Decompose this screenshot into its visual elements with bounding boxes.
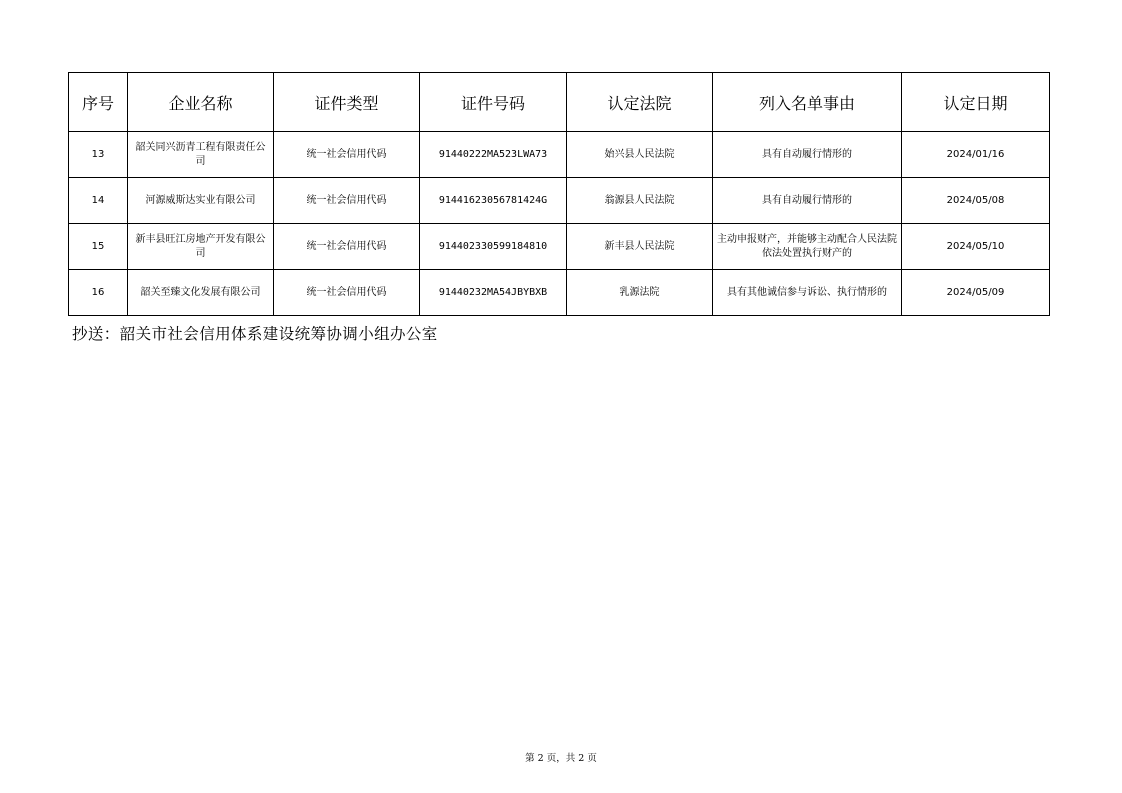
table-row [69,178,1050,224]
cell-date: 2024/05/08 [902,178,1050,224]
cell-serial: 16 [69,270,128,316]
cc-note: 抄送：韶关市社会信用体系建设统筹协调小组办公室 [72,325,438,343]
cell-date: 2024/05/10 [902,224,1050,270]
cell-date: 2024/05/09 [902,270,1050,316]
cell-court: 始兴县人民法院 [567,132,713,178]
cell-company-name: 韶关同兴沥青工程有限责任公司 [128,132,274,178]
cell-reason: 主动申报财产，并能够主动配合人民法院依法处置执行财产的 [713,224,902,270]
table-header-row [69,73,1050,132]
cell-reason: 具有自动履行情形的 [713,178,902,224]
header-date: 认定日期 [902,73,1050,132]
cell-date: 2024/01/16 [902,132,1050,178]
cell-company-name: 韶关至臻文化发展有限公司 [128,270,274,316]
header-id-type: 证件类型 [274,73,420,132]
cell-court: 乳源法院 [567,270,713,316]
page-number-footer: 第 2 页，共 2 页 [525,753,597,764]
cell-serial: 15 [69,224,128,270]
header-court: 认定法院 [567,73,713,132]
cell-court: 新丰县人民法院 [567,224,713,270]
header-reason: 列入名单事由 [713,73,902,132]
table-row [69,132,1050,178]
cell-id-type: 统一社会信用代码 [274,132,420,178]
header-id-number: 证件号码 [420,73,567,132]
header-serial: 序号 [69,73,128,132]
cell-reason: 具有自动履行情形的 [713,132,902,178]
cell-company-name: 新丰县旺江房地产开发有限公司 [128,224,274,270]
cell-company-name: 河源威斯达实业有限公司 [128,178,274,224]
cell-id-number: 914402330599184810 [420,224,567,270]
table-row [69,270,1050,316]
cell-serial: 13 [69,132,128,178]
cell-reason: 具有其他诚信参与诉讼、执行情形的 [713,270,902,316]
cell-id-number: 91441623056781424G [420,178,567,224]
cell-court: 翁源县人民法院 [567,178,713,224]
header-company-name: 企业名称 [128,73,274,132]
cell-id-type: 统一社会信用代码 [274,224,420,270]
credit-list-table [68,72,1050,316]
cell-serial: 14 [69,178,128,224]
table-row [69,224,1050,270]
cell-id-type: 统一社会信用代码 [274,270,420,316]
cell-id-number: 91440222MA523LWA73 [420,132,567,178]
cell-id-type: 统一社会信用代码 [274,178,420,224]
cell-id-number: 91440232MA54JBYBXB [420,270,567,316]
